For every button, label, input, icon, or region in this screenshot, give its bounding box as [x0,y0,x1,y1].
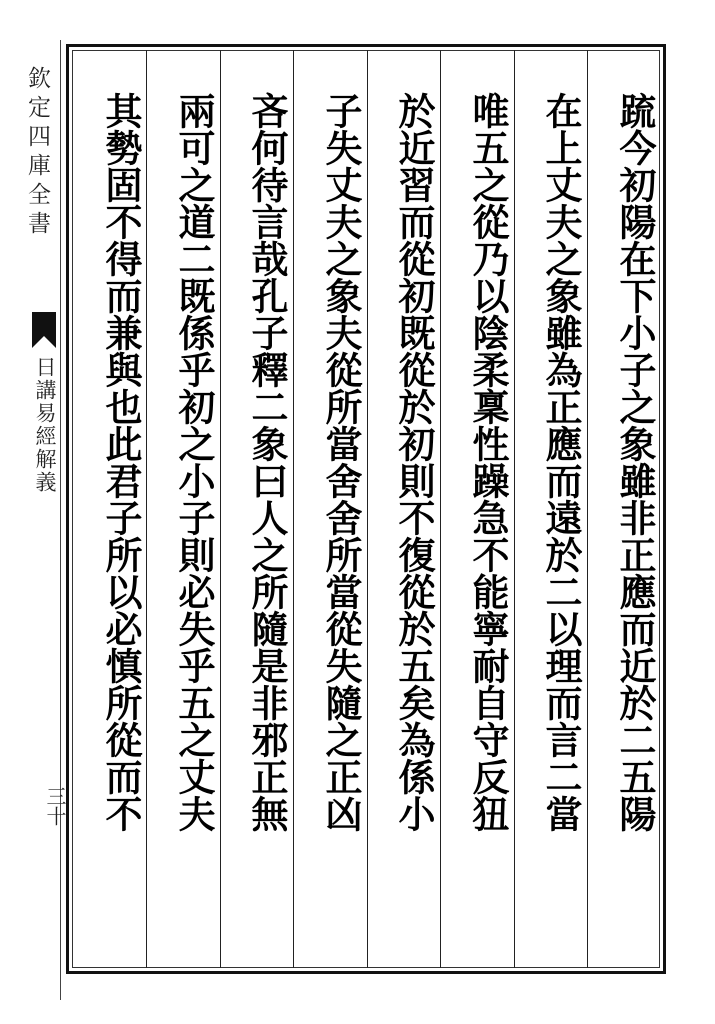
column-rule [293,50,294,968]
text-column-6: 吝何待言哉孔子釋二象曰人之所隨是非邪正無 [245,92,289,832]
column-rule [367,50,368,968]
page-edge-line [60,40,61,1000]
margin-page-number: 三十 [43,786,67,826]
margin-book-title: 日講易經解義 [33,356,57,494]
column-rule [587,50,588,968]
fishtail-mark-icon [30,312,58,348]
text-column-5: 子失丈夫之象夫從所當舍舍所當從失隨之正凶 [319,92,363,832]
text-column-4: 於近習而從初既從於初則不復從於五矣為係小 [392,92,436,832]
text-column-3: 唯五之從乃以陰柔稟性躁急不能寧耐自守反狃 [466,92,510,832]
column-rule [514,50,515,968]
column-rule [146,50,147,968]
column-rule [440,50,441,968]
text-column-8: 其勢固不得而兼與也此君子所以必慎所從而不 [99,92,143,832]
text-column-2: 在上丈夫之象雖為正應而遠於二以理而言二當 [539,92,583,832]
text-column-7: 兩可之道二既係乎初之小子則必失乎五之丈夫 [172,92,216,832]
column-rule [220,50,221,968]
text-column-1: 䟽今初陽在下小子之象雖非正應而近於二五陽 [613,92,657,832]
margin-collection-title: 欽定四庫全書 [24,66,50,240]
